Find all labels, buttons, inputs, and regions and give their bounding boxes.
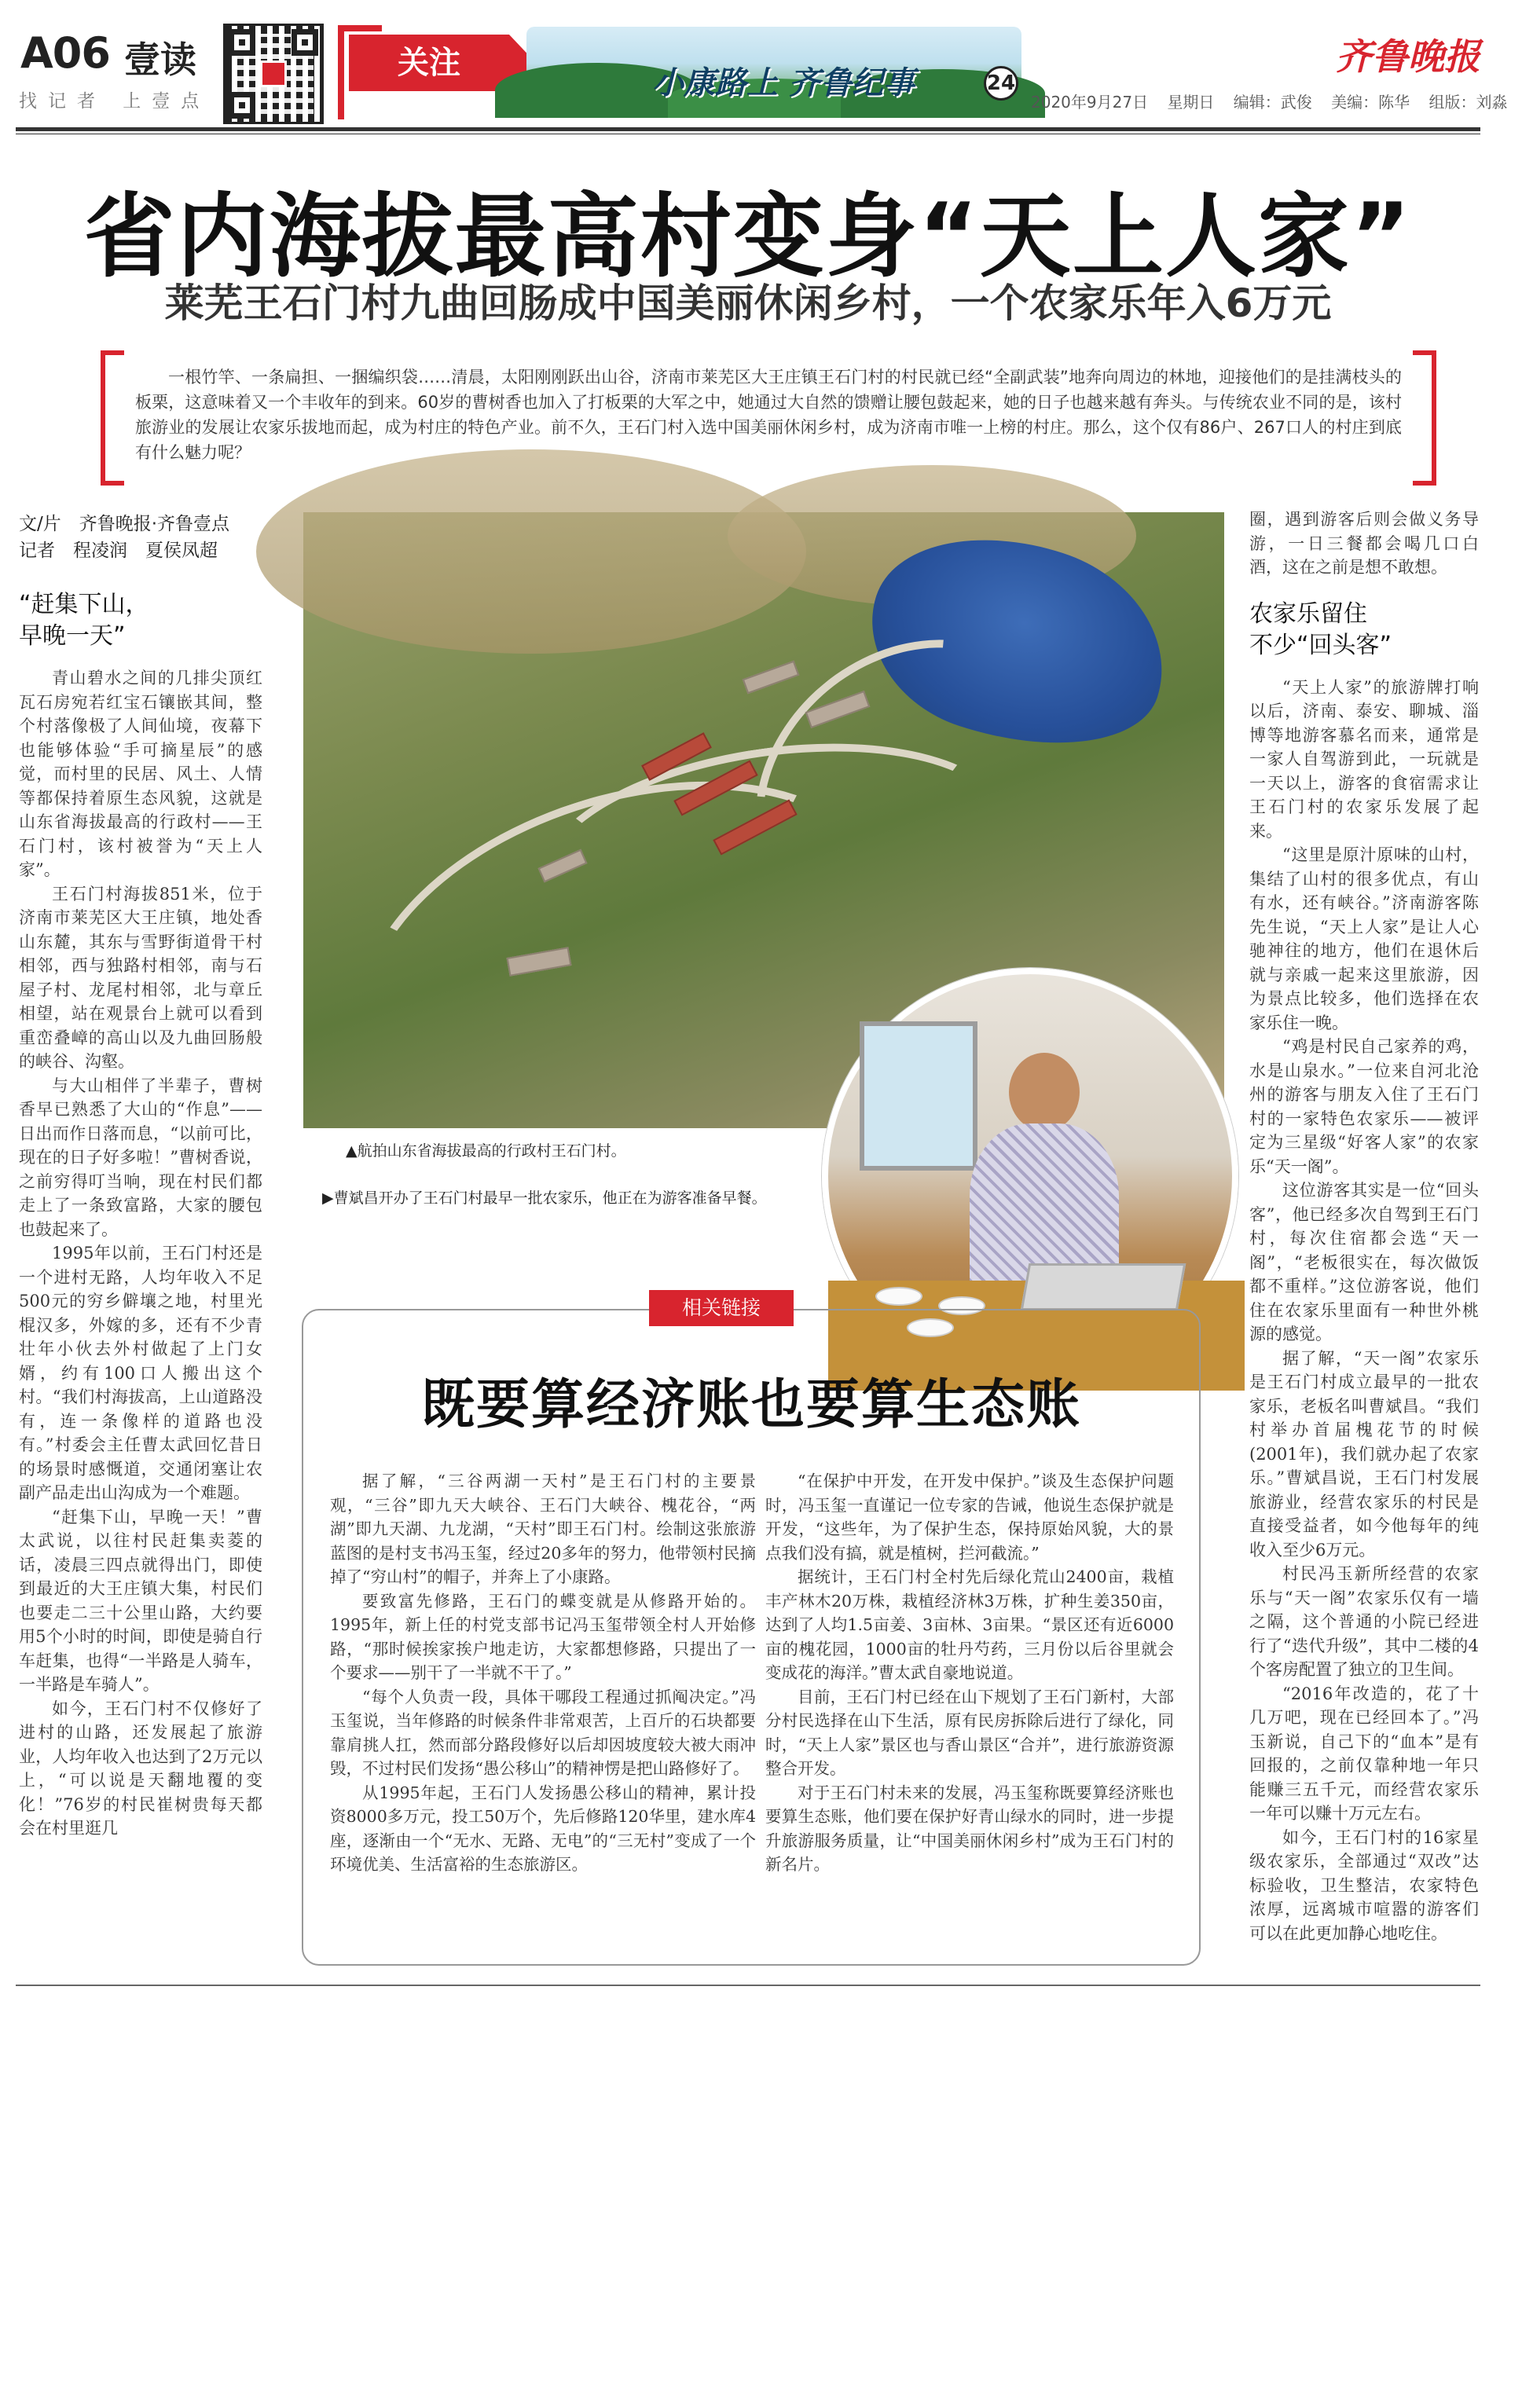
layout-editor-credit: 组版：刘淼	[1428, 93, 1508, 112]
related-title: 既要算经济账也要算生态账	[420, 1374, 1081, 1436]
slogan: 找记者 上壹点	[19, 91, 211, 112]
article-paragraph: 王石门村海拔851米，位于济南市莱芜区大王庄镇，地处香山东麓，其东与雪野街道骨干村相邻，西与独路村相邻，南与石屋子村、龙尾村相邻，北与章丘相望，站在观景台上就可以看到重峦叠嶂的高山以及九曲回肠般的峡谷、沟壑。	[19, 884, 262, 1071]
related-left-column	[330, 1469, 756, 1941]
article-paragraph: 1995年以前，王石门村还是一个进村无路，人均年收入不足500元的穷乡僻壤之地，村里光棍汉多，外嫁的多，还有不少青壮年小伙去外村做起了上门女婿，约有100口人搬出这个村。“我们村海拔高，上山道路没有，连一条像样的道路也没有。”村委会主任曹太武回忆昔日的场景时感慨道，交通闭塞让农副产品走出山沟成为一个难题。	[19, 1244, 262, 1502]
byline-source: 文/片 齐鲁晚报·齐鲁壹点	[19, 514, 230, 534]
issue-weekday: 星期日	[1167, 93, 1215, 112]
column-title: 小康路上 齐鲁纪事	[652, 65, 915, 101]
article-paragraph: 据了解，“天一阁”农家乐是王石门村成立最早的一批农家乐，老板名叫曹斌昌。“我们村举办首届槐花节的时候(2001年)，我们就办起了农家乐。”曹斌昌说，王石门村发展旅游业，经营农家乐的村民是直接受益者，如今他每年的纯收入至少6万元。	[1249, 1348, 1479, 1560]
page-section: 壹读	[124, 38, 196, 81]
article-paragraph: “这里是原汁原味的山村，集结了山村的很多优点，有山有水，还有峡谷。”济南游客陈先生说，“天上人家”是让人心驰神往的地方，他们在退休后就与亲戚一起来这里旅游，因为景点比较多，他们选择在农家乐住一晚。	[1249, 845, 1479, 1032]
page-code: A06	[20, 28, 110, 78]
article-paragraph: “天上人家”的旅游牌打响以后，济南、泰安、聊城、淄博等地游客慕名而来，通常是一家人自驾游到此，一玩就是一天以上，游客的食宿需求让王石门村的农家乐发展了起来。	[1249, 677, 1479, 841]
focus-tag: 关注	[349, 35, 509, 91]
byline	[19, 511, 229, 564]
section-heading-line: 不少“回头客”	[1249, 631, 1392, 659]
lead-paragraph: 一根竹竿、一条扁担、一捆编织袋……清晨，太阳刚刚跃出山谷，济南市莱芜区大王庄镇王石门村的村民就已经“全副武装”地奔向周边的林地，迎接他们的是挂满枝头的板栗，这意味着又一个丰收年的到来。60岁的曹树香也加入了打板栗的大军之中，她通过大自然的馈赠让腰包鼓起来，她的日子也越来越有奔头。与传统农业不同的是，该村旅游业的发展让农家乐拔地而起，成为村庄的特色产业。前不久，王石门村入选中国美丽休闲乡村，成为济南市唯一上榜的村庄。那么，这个仅有86户、267口人的村庄到底有什么魅力呢？	[135, 368, 1402, 462]
section-heading-guests	[1249, 599, 1479, 662]
article-paragraph: 青山碧水之间的几排尖顶红瓦石房宛若红宝石镶嵌其间，整个村落像极了人间仙境，夜幕下也能够体验“手可摘星辰”的感觉，而村里的民居、风土、人情等都保持着原生态风貌，这就是山东省海拔最高的行政村——王石门村，该村被誉为“天上人家”。	[19, 669, 262, 879]
article-paragraph: 如今，王石门村的16家星级农家乐，全部通过“双改”达标验收，卫生整洁，农家特色浓厚，远离城市喧嚣的游客们可以在此更加静心地吃住。	[1249, 1827, 1479, 1943]
article-paragraph: 据了解，“三谷两湖一天村”是王石门村的主要景观，“三谷”即九天大峡谷、王石门大峡谷、槐花谷，“两湖”即九天湖、九龙湖，“天村”即王石门村。绘制这张旅游蓝图的是村支书冯玉玺，经过20多年的努力，他带领村民摘掉了“穷山村”的帽子，并奔上了小康路。	[330, 1472, 756, 1586]
right-column	[1249, 508, 1479, 1980]
article-paragraph: 要致富先修路，王石门的蝶变就是从修路开始的。1995年，新上任的村党支部书记冯玉玺带领全村人开始修路，“那时候挨家挨户地走访，大家都想修路，只提出了一个要求——别干了一半就不干了。”	[330, 1591, 756, 1682]
article-paragraph: “2016年改造的，花了十几万吧，现在已经回本了。”冯玉新说，自己下的“血本”是有回报的，之前仅靠种地一年只能赚三五千元，而经营农家乐一年可以赚十万元左右。	[1249, 1684, 1479, 1823]
byline-reporters: 记者 程凌润 夏侯凤超	[19, 541, 218, 561]
qr-code-icon[interactable]	[223, 24, 324, 124]
lead-bracket-right	[1413, 350, 1436, 486]
editor-credit: 编辑：武俊	[1233, 93, 1312, 112]
article-paragraph: 村民冯玉新所经营的农家乐与“天一阁”农家乐仅有一墙之隔，这个普通的小院已经进行了“迭代升级”，其中二楼的4个客房配置了独立的卫生间。	[1249, 1564, 1479, 1679]
subheadline: 莱芜王石门村九曲回肠成中国美丽休闲乡村，一个农家乐年入6万元	[164, 280, 1332, 326]
inset-photo-caption: ▶曹斌昌开办了王石门村最早一批农家乐，他正在为游客准备早餐。	[322, 1189, 767, 1207]
related-right-column	[765, 1469, 1174, 1941]
section-heading-market	[19, 589, 262, 652]
issue-meta	[1031, 90, 1522, 112]
section-heading-line: “赶集下山，	[19, 591, 149, 618]
issue-date: 2020年9月27日	[1031, 93, 1149, 112]
main-photo-caption: ▲航拍山东省海拔最高的行政村王石门村。	[346, 1142, 626, 1160]
article-paragraph: 据统计，王石门村全村先后绿化荒山2400亩，栽植丰产林木20万株，栽植经济林3万株，扩种生姜350亩，达到了人均1.5亩姜、3亩林、3亩果。“景区还有近6000亩的槐花园，1000亩的牡丹芍药，三月份以后谷里就会变成花的海洋。”曹太武自豪地说道。	[765, 1567, 1174, 1682]
masthead	[16, 22, 1508, 140]
related-tag: 相关链接	[649, 1290, 794, 1326]
article-paragraph: “在保护中开发，在开发中保护。”谈及生态保护问题时，冯玉玺一直谨记一位专家的告诫，他说生态保护就是开发，“这些年，为了保护生态，保持原始风貌，大的景点我们没有搞，就是植树，拦河截流。”	[765, 1472, 1174, 1563]
article-paragraph: 如今，王石门村不仅修好了进村的山路，还发展起了旅游业，人均年收入也达到了2万元以上，“可以说是天翻地覆的变化！”76岁的村民崔树贵每天都会在村里逛几	[19, 1699, 262, 1838]
lead-box	[101, 350, 1436, 486]
article-paragraph: “鸡是村民自己家养的鸡，水是山泉水。”一位来自河北沧州的游客与朋友入住了王石门村的一家特色农家乐——被评定为三星级“好客人家”的农家乐“天一阁”。	[1249, 1037, 1479, 1176]
top-rule	[16, 127, 1480, 131]
headline: 省内海拔最高村变身“天上人家”	[83, 184, 1413, 290]
section-heading-line: 农家乐留住	[1249, 599, 1367, 628]
article-paragraph: “赶集下山，早晚一天！”曹太武说，以往村民赶集卖菱的话，凌晨三四点就得出门，即使到最近的大王庄镇大集，村民们也要走二三十公里山路，大约要用5个小时的时间，即使是骑自行车赶集，也得“一半路是人骑车，一半路是车骑人”。	[19, 1507, 262, 1694]
article-paragraph: 圈，遇到游客后则会做义务导游，一日三餐都会喝几口白酒，这在之前是想不敢想。	[1249, 510, 1479, 577]
left-column	[19, 581, 262, 1980]
article-paragraph: 与大山相伴了半辈子，曹树香早已熟悉了大山的“作息”——日出而作日落而息，“以前可比，现在的日子好多啦！”曹树香说，之前穷得叮当响，现在村民们都走上了一条致富路，大家的腰包也鼓起来了。	[19, 1076, 262, 1239]
article-paragraph: 对于王石门村未来的发展，冯玉玺称既要算经济账也要算生态账，他们要在保护好青山绿水的同时，进一步提升旅游服务质量，让“中国美丽休闲乡村”成为王石门村的新名片。	[765, 1783, 1174, 1874]
column-banner	[526, 27, 1021, 118]
article-paragraph: 这位游客其实是一位“回头客”，他已经多次自驾到王石门村，每次住宿都会选“天一阁”，“老板很实在，每次做饭都不重样。”这位游客说，他们住在农家乐里面有一种世外桃源的感觉。	[1249, 1181, 1479, 1343]
article-paragraph: 从1995年起，王石门人发扬愚公移山的精神，累计投资8000多万元，投工50万个，先后修路120华里，建水库4座，逐渐由一个“无水、无路、无电”的“三无村”变成了一个环境优美、生活富裕的生态旅游区。	[330, 1783, 756, 1874]
bottom-rule	[16, 1985, 1480, 1986]
paper-name-logo: 齐鲁晚报	[1336, 35, 1480, 78]
article-paragraph: 目前，王石门村已经在山下规划了王石门新村，大部分村民选择在山下生活，原有民房拆除后进行了绿化，同时，“天上人家”景区也与香山景区“合并”，进行旅游资源整合开发。	[765, 1687, 1174, 1778]
column-number: 24	[984, 66, 1018, 101]
art-editor-credit: 美编：陈华	[1331, 93, 1410, 112]
lead-bracket-left	[101, 350, 124, 486]
article-paragraph: “每个人负责一段，具体干哪段工程通过抓阄决定。”冯玉玺说，当年修路的时候条件非常艰苦，上百斤的石块都要靠肩挑人扛，然而部分路段修好以后却因坡度较大被大雨冲毁，不过村民们发扬“愚公移山”的精神愣是把山路修好了。	[330, 1687, 756, 1778]
section-heading-line: 早晚一天”	[19, 622, 126, 650]
